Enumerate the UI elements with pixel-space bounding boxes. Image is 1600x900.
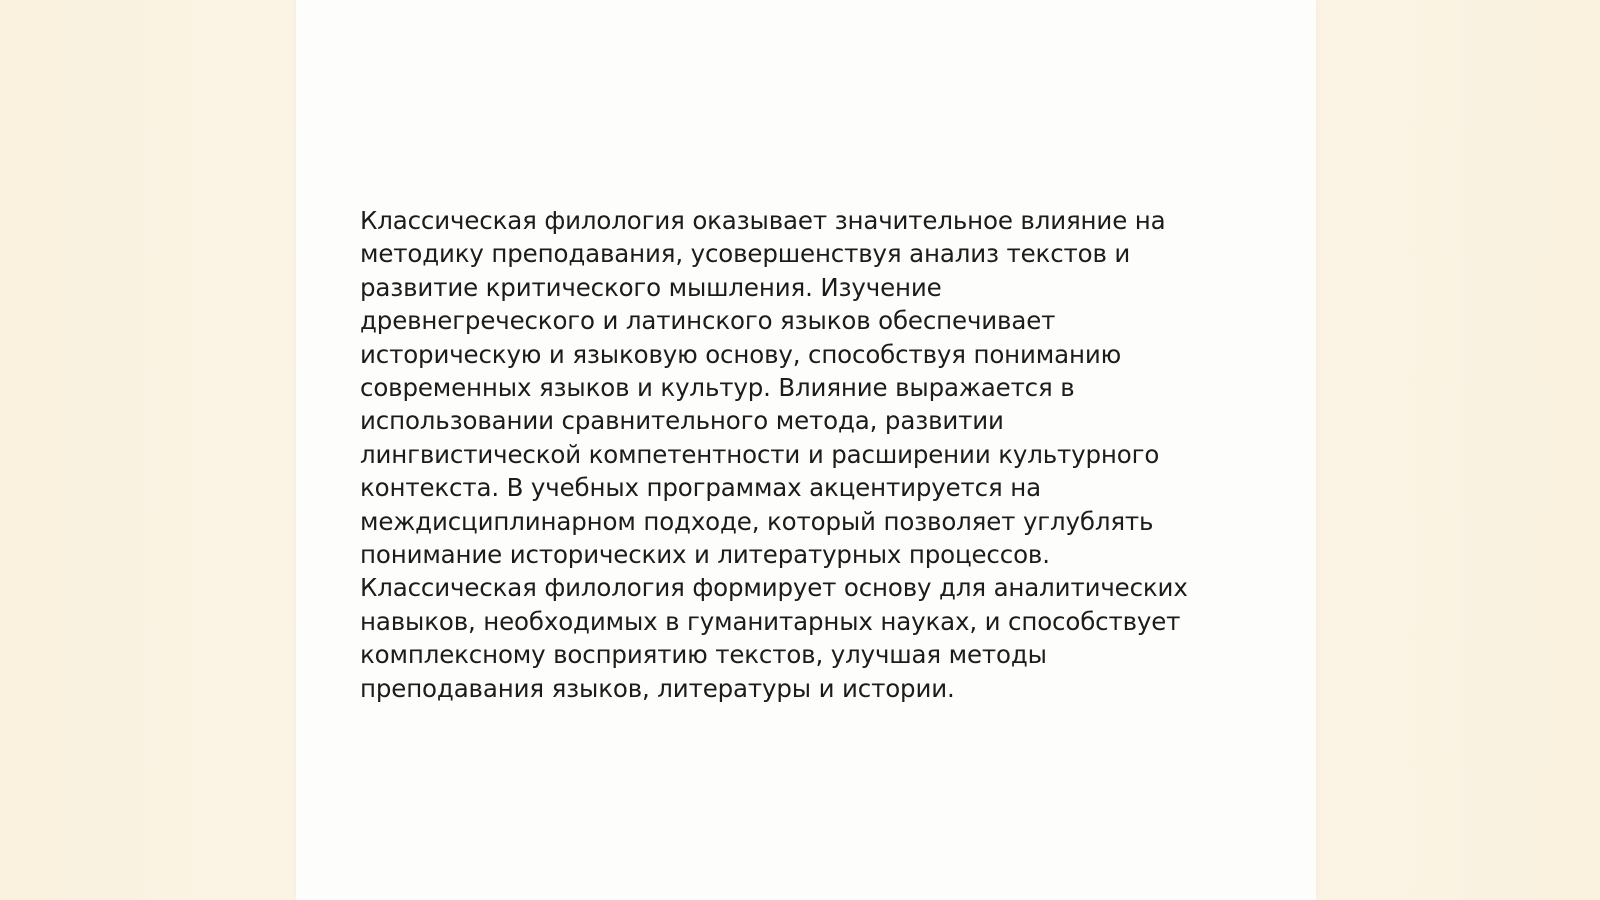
- text-line: Классическая филология формирует основу для аналитических: [360, 573, 1188, 603]
- slide-page: [296, 0, 1316, 900]
- text-line: лингвистической компетентности и расширении культурного: [360, 439, 1160, 469]
- text-line: историческую и языковую основу, способствуя пониманию: [360, 339, 1122, 369]
- text-line: Классическая филология оказывает значительное влияние на: [360, 206, 1166, 235]
- text-line: современных языков и культур. Влияние выражается в: [360, 373, 1075, 403]
- text-line: междисциплинарном подходе, который позволяет углублять: [360, 506, 1154, 536]
- text-line: навыков, необходимых в гуманитарных науках, и способствует: [360, 606, 1181, 636]
- text-line: использовании сравнительного метода, развитии: [360, 406, 1004, 436]
- text-line: развитие критического мышления. Изучение: [360, 272, 942, 302]
- text-line: комплексному восприятию текстов, улучшая методы: [360, 640, 1047, 670]
- left-background-panel: [0, 0, 296, 900]
- text-line: понимание исторических и литературных процессов.: [360, 540, 1050, 570]
- slide-body-text: [360, 204, 1240, 705]
- text-line: древнегреческого и латинского языков обеспечивает: [360, 306, 1056, 336]
- right-background-panel: [1316, 0, 1600, 900]
- text-line: контекста. В учебных программах акцентируется на: [360, 473, 1041, 503]
- text-line: методику преподавания, усовершенствуя анализ текстов и: [360, 239, 1131, 269]
- text-line: преподавания языков, литературы и истории.: [360, 673, 955, 703]
